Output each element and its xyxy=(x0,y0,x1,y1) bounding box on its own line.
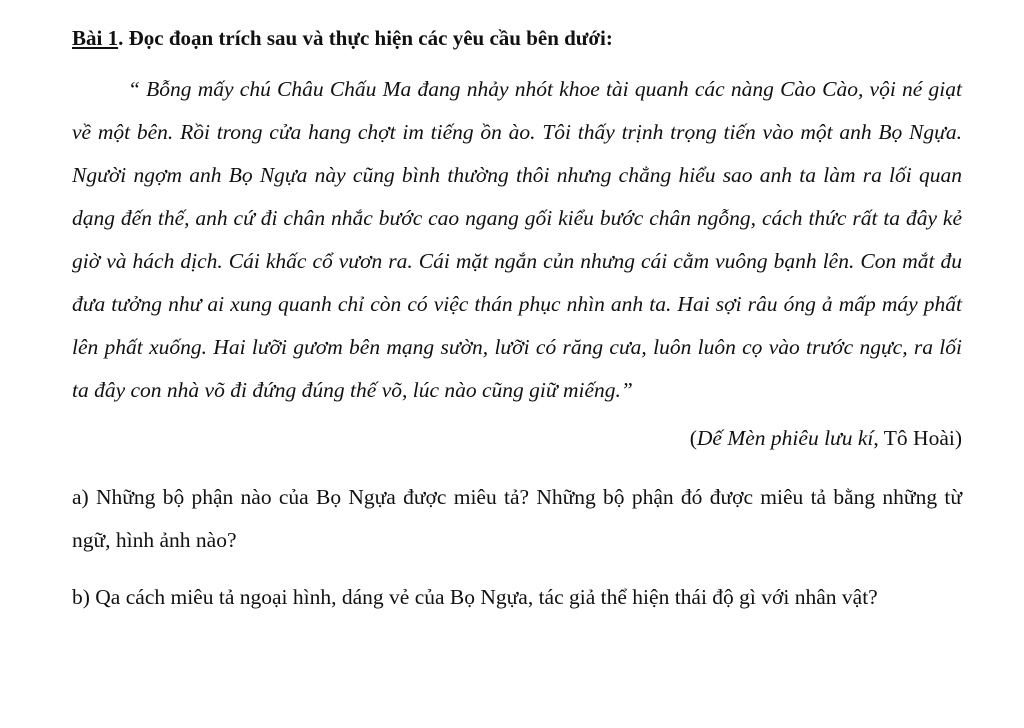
source-book-title: Dế Mèn phiêu lưu kí xyxy=(696,426,874,450)
question-b: b) Qa cách miêu tả ngoại hình, dáng vẻ của Bọ Ngựa, tác giả thể hiện thái độ gì với nhân vật? xyxy=(72,585,878,609)
question-a: a) Những bộ phận nào của Bọ Ngựa được miêu tả? Những bộ phận đó được miêu tả bằng những từ ngữ, hình ảnh nào? xyxy=(72,485,962,552)
exercise-heading xyxy=(72,18,962,58)
exercise-number: Bài 1 xyxy=(72,26,119,50)
exercise-instruction: . Đọc đoạn trích sau và thực hiện các yêu cầu bên dưới: xyxy=(118,26,613,50)
excerpt-paragraph: “ Bỗng mấy chú Châu Chấu Ma đang nhảy nhót khoe tài quanh các nàng Cào Cào, vội né giạt về một bên. Rồi trong cửa hang chợt im tiếng ồn ào. Tôi thấy trịnh trọng tiến vào một anh Bọ Ngựa. Người ngợm anh Bọ Ngựa này cũng bình thường thôi nhưng chẳng hiểu sao anh ta làm ra lối quan dạng đến thế, anh cứ đi chân nhắc bước cao ngang gối kiểu bước chân ngỗng, cách thức rất ta đây kẻ giờ và hách dịch. Cái khấc cổ vươn ra. Cái mặt ngắn củn nhưng cái cằm vuông bạnh lên. Con mắt đu đưa tưởng như ai xung quanh chỉ còn có việc thán phục nhìn anh ta. Hai sợi râu óng ả mấp máy phất lên phất xuống. Hai lưỡi gươm bên mạng sườn, lưỡi có răng cưa, luôn luôn cọ vào trước ngực, ra lối ta đây con nhà võ đi đứng đúng thế võ, lúc nào cũng giữ miếng.” xyxy=(72,77,962,402)
excerpt-source xyxy=(72,418,962,458)
document-page xyxy=(72,18,962,619)
source-author: , Tô Hoài) xyxy=(873,426,962,450)
source-open-paren: ( xyxy=(689,426,697,450)
